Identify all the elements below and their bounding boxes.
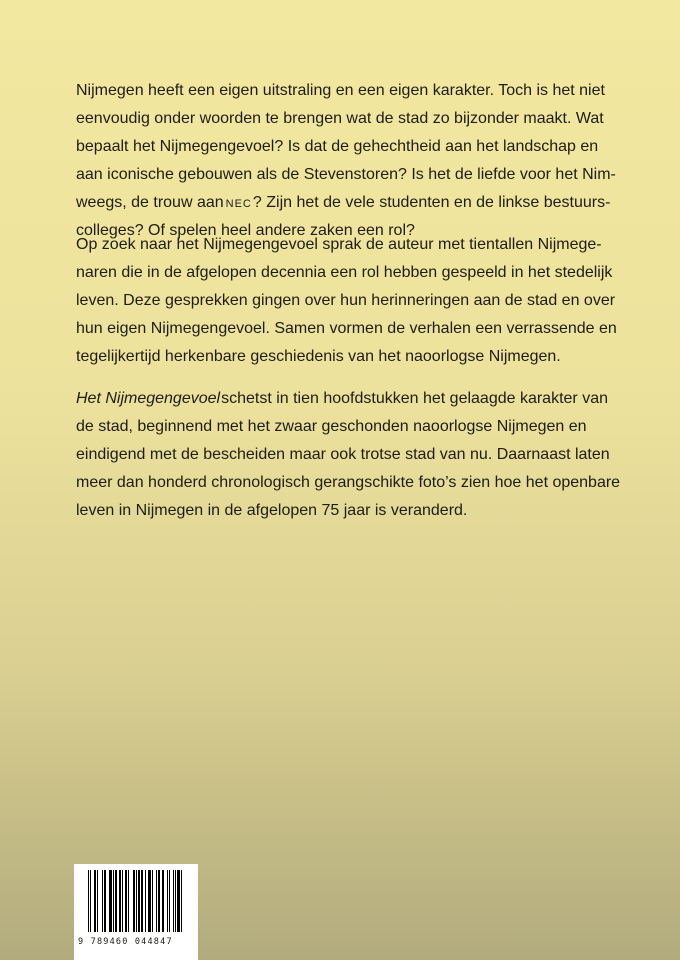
text-line — [76, 385, 672, 413]
text-line: tegelijkertijd herkenbare geschiedenis van het naoorlogse Nijmegen. — [76, 348, 561, 365]
text-line: eenvoudig onder woorden te brengen wat de stad zo bijzonder maakt. Wat — [76, 110, 604, 127]
text-line: aan iconische gebouwen als de Stevenstoren? Is het de liefde voor het Nim- — [76, 166, 616, 183]
text-line: eindigend met de bescheiden maar ook trotse stad van nu. Daarnaast laten — [76, 446, 610, 463]
blurb-paragraph-1 — [76, 77, 672, 245]
text-line: bepaalt het Nijmegengevoel? Is dat de gehechtheid aan het landschap en — [76, 138, 599, 155]
text-line: meer dan honderd chronologisch gerangschikte foto’s zien hoe het openbare — [76, 474, 621, 491]
text-segment: weegs, de trouw aan — [76, 194, 224, 211]
barcode-bars — [88, 870, 188, 932]
blurb-paragraph-2 — [76, 231, 672, 371]
text-line: leven. Deze gesprekken gingen over hun herinneringen aan de stad en over — [76, 292, 616, 309]
text-segment: schetst in tien hoofdstukken het gelaagde karakter van — [221, 390, 608, 407]
text-line: hun eigen Nijmegengevoel. Samen vormen de verhalen een verrassende en — [76, 320, 617, 337]
text-segment: ? Zijn het de vele studenten en de linkse bestuurs- — [252, 194, 611, 211]
barcode-space — [182, 870, 183, 932]
text-line: naren die in de afgelopen decennia een rol hebben gespeeld in het stedelijk — [76, 264, 613, 281]
text-line: Op zoek naar het Nijmegengevoel sprak de auteur met tientallen Nijmege- — [76, 236, 602, 253]
blurb-paragraph-3 — [76, 385, 672, 525]
isbn-barcode — [74, 864, 198, 960]
book-title-italic: Het Nijmegengevoel — [76, 390, 221, 407]
nec-smallcaps: NEC — [225, 198, 252, 210]
isbn-digits: 9 789460 044847 — [78, 937, 173, 947]
text-line: leven in Nijmegen in de afgelopen 75 jaar is veranderd. — [76, 502, 468, 519]
text-line: de stad, beginnend met het zwaar geschonden naoorlogse Nijmegen en — [76, 418, 587, 435]
text-line — [76, 189, 672, 217]
text-line: colleges? Of spelen heel andere zaken een rol? — [76, 222, 415, 239]
text-line: Nijmegen heeft een eigen uitstraling en een eigen karakter. Toch is het niet — [76, 82, 605, 99]
